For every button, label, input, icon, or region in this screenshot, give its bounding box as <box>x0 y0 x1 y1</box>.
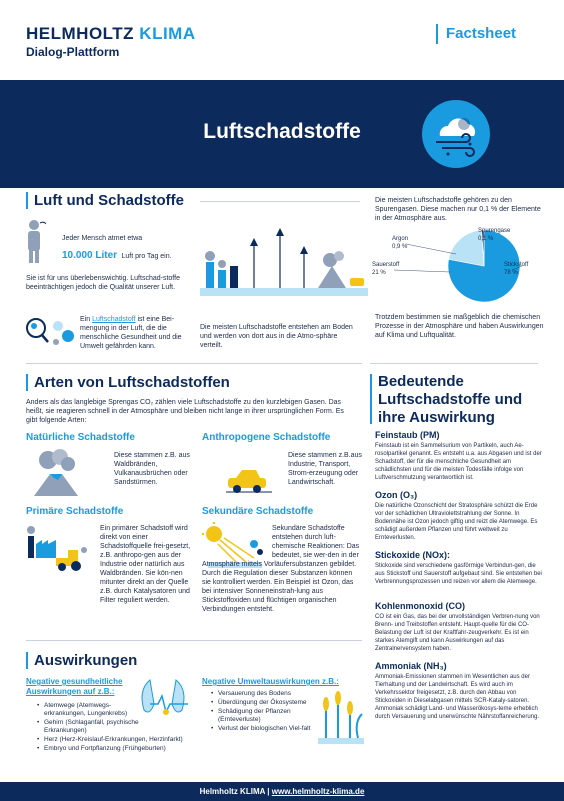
section-marker <box>26 652 28 669</box>
cloud-wind-icon <box>420 98 492 170</box>
term-ammoniak: Ammoniak (NH₃) <box>375 661 447 671</box>
natuerlich-text: Diese stammen z.B. aus Waldbränden, Vulkanausbrüchen oder Sandstürmen. <box>114 452 190 486</box>
section-heading-luft: Luft und Schadstoffe <box>34 192 184 209</box>
primaer-text: Ein primärer Schadstoff wird direkt von einer Schadstoffquelle frei-gesetzt, z.B. anthropo-gen aus der Industrie oder natürlich aus Waldbränden. Sie kön-nen mitunter direkt an der Quelle z.B. durch Katalysatoren und Filter reguliert werden. <box>100 525 191 604</box>
organs-icon <box>136 676 190 720</box>
pie-value-argon: 0,9 % <box>392 244 408 250</box>
sekundaer-text-tail: Atmosphäre mittels Vorläufersubstanzen gebildet. Durch die Regulation dieser Substanzen können sie kontrolliert werden. Ein Beispiel ist Ozon, das bei intensiver Sonneneinstrah-lung aus Stickstoffoxiden und flüchtigen organischen Verbindungen entsteht. <box>202 561 357 613</box>
magnifier-molecules-icon <box>24 316 76 350</box>
volcano-icon <box>28 448 84 496</box>
logo[interactable] <box>26 24 196 44</box>
section-heading-arten: Arten von Luftschadstoffen <box>34 374 230 391</box>
atmet-post: Luft pro Tag ein. <box>121 253 172 260</box>
factsheet-label: Factsheet <box>446 25 517 42</box>
text-feinstaub: Feinstaub ist ein Sammelsurium von Partikeln, auch Ae-rosolpartikel genannt. Es entsteht u.a. aus Abgasen und ist der Schadstoff, der für die menschliche Gesundheit am schädlichsten und für die meisten Todesfälle infolge von Luftverschmutzung verantwortlich ist. <box>375 443 542 481</box>
pie-value-spurengase: 0,1 % <box>478 236 494 242</box>
atmosphere-pie-chart <box>372 226 532 306</box>
schadstoff-post: ist eine Bei-mengung in der Luft, die die menschliche Gesundheit und die Umwelt gefährden kann. <box>80 316 182 350</box>
sekundaer-text: Sekundäre Schadstoffe entstehen durch luft-chemische Reaktionen: Das bedeutet, sie wer-den in der <box>272 525 360 559</box>
pie-label-sauerstoff: Sauerstoff <box>372 262 400 268</box>
section-heading-bedeutende: Bedeutende Luftschadstoffe und ihre Auswirkung <box>378 373 523 426</box>
term-ozon: Ozon (O₃) <box>375 490 418 500</box>
footer <box>0 782 564 801</box>
spurengase-text: Die meisten Luftschadstoffe gehören zu den Spurengasen. Diese machen nur 0,1 % der Elemente in der Atmosphäre aus. <box>375 197 541 222</box>
pie-value-sauerstoff: 21 % <box>372 270 386 276</box>
footer-link[interactable]: www.helmholtz-klima.de <box>271 787 365 796</box>
section-heading-auswirkungen: Auswirkungen <box>34 652 138 669</box>
term-feinstaub: Feinstaub (PM) <box>375 430 440 440</box>
logo-subtitle: Dialog-Plattform <box>26 45 120 59</box>
text-ozon: Die natürliche Ozonschicht der Stratosphäre schützt die Erde vor der schädlichen Ultraviolettstrahlung der Sonne. In Bodennähe ist Ozon jedoch giftig und reizt die Atemwege. Es schädigt außerdem Pflanzen und führt weltweit zu Ernteverlusten. <box>375 503 538 541</box>
car-icon <box>226 468 272 494</box>
umwelt-title: Negative Umweltauswirkungen z.B.: <box>202 677 339 686</box>
gesund-item: • Atemwege (Atemwegs-erkrankungen, Lungenkrebs) <box>44 702 134 718</box>
logo-main-text: HELMHOLTZ <box>26 24 135 43</box>
header <box>0 0 564 78</box>
boden-text: Die meisten Luftschadstoffe entstehen am Boden und werden von dort aus in die Atmo-sphäre verteilt. <box>200 324 353 349</box>
atmet-value: 10.000 Liter <box>62 250 118 261</box>
sekundaer-title: Sekundäre Schadstoffe <box>202 506 314 517</box>
gesund-title-1: Negative gesundheitliche <box>26 677 123 686</box>
text-ammoniak: Ammoniak-Emissionen stammen im Wesentlichen aus der Tierhaltung und der Landwirtschaft. Es wird auch im Verkehrssektor freigesetzt, z.B. durch den Abbau von Stickoxiden in Dieselabgasen mittels SCR-Kataly-satoren. Ammoniak schädigt Land- und Wasserökosys-teme erheblich durch Versauerung und unerwünschte Nährstoffanreicherung. <box>375 674 539 720</box>
footer-brand: Helmholtz KLIMA | <box>199 787 272 796</box>
divider <box>200 201 360 202</box>
divider <box>26 363 362 364</box>
gesund-title <box>26 677 122 697</box>
pie-label-spurengase: Spurengase <box>478 228 511 234</box>
section-marker <box>370 374 372 424</box>
umwelt-item: • Überdüngung der Ökosysteme <box>218 699 328 707</box>
schadstoff-term: Luftschadstoff <box>92 316 136 323</box>
primaer-title: Primäre Schadstoffe <box>26 506 124 517</box>
anthropogen-text: Diese stammen z.B.aus Industrie, Transport, Strom-erzeugung oder Landwirtschaft. <box>288 452 362 486</box>
trotzdem-text: Trotzdem bestimmen sie maßgeblich die chemischen Prozesse in der Atmosphäre und haben Auswirkungen auf Klima und Luftqualität. <box>375 314 544 339</box>
footer-text <box>0 787 564 796</box>
person-breathing-icon <box>24 218 46 264</box>
factsheet-divider <box>436 24 438 44</box>
sekundaer-text-a <box>272 524 362 560</box>
pie-label-argon: Argon <box>392 236 409 242</box>
divider <box>26 640 362 641</box>
atmet-pre: Jeder Mensch atmet etwa <box>62 235 143 242</box>
logo-accent-text: KLIMA <box>139 24 196 43</box>
sekundaer-text-b <box>202 560 362 623</box>
schadstoff-definition <box>80 315 198 351</box>
section-marker <box>26 192 28 209</box>
ueberlebens-text: Sie ist für uns überlebenswichtig. Luftschad-stoffe beeinträchtigen jedoch die Qualität unserer Luft. <box>26 275 180 291</box>
term-stickoxide: Stickoxide (NOx): <box>375 550 451 560</box>
emission-sources-illustration <box>200 222 368 302</box>
divider <box>370 363 538 364</box>
umwelt-item: • Schädigung der Pflanzen (Ernteverluste) <box>218 708 308 724</box>
atmet-line <box>62 245 212 263</box>
section-marker <box>26 374 28 391</box>
pie-leader-line <box>394 270 450 272</box>
schadstoff-pre: Ein <box>80 316 93 323</box>
page-title: Luftschadstoffe <box>203 120 361 143</box>
pie-label-stickstoff: Stickstoff <box>504 262 529 268</box>
umwelt-item: • Verlust der biologischen Viel-falt <box>218 725 314 733</box>
text-stickoxide: Stickoxide sind verschiedene gasförmige Verbindun-gen, die aus Stickstoff und Sauerstoff aufgebaut sind. Sie entstehen bei Verbrennungsprozessen und reizen vor allem die Atemwege. <box>375 563 542 585</box>
anthropogen-title: Anthropogene Schadstoffe <box>202 432 331 443</box>
umwelt-item: • Versauerung des Bodens <box>218 690 328 698</box>
gesund-item: • Herz (Herz-Kreislauf-Erkrankungen, Herzinfarkt) <box>44 736 194 744</box>
pie-leader-line <box>406 244 456 254</box>
pie-value-stickstoff: 78 % <box>504 270 518 276</box>
gesund-title-2: Auswirkungen auf z.B.: <box>26 687 115 696</box>
text-kohlenmonoxid: CO ist ein Gas, das bei der unvollständigen Verbren-nung von Brenn- und Treibstoffen entsteht. Haupt-quelle für die CO-Belastung der Luft ist der Kraftfahr-zeugverkehr. Es ist ein starkes Atemgift und kann Auswirkungen auf das Zentralnervensystem haben. <box>375 614 540 652</box>
gesund-item: • Gehirn (Schlaganfall, psychische Erkrankungen) <box>44 719 154 735</box>
gesund-item: • Embryo und Fortpflanzung (Frühgeburten) <box>44 745 194 753</box>
plants-icon <box>318 690 364 744</box>
title-banner <box>0 80 564 188</box>
factory-tractor-icon <box>26 522 92 572</box>
arten-intro: Anders als das langlebige Sprengas CO₂ zählen viele Luftschadstoffe zu den kurzlebigen Gasen. Das heißt, sie reagieren schnell in der Atmosphäre und bleiben nicht lange in ihrer ursprünglichen Form. Es gibt folgende Arten: <box>26 399 344 424</box>
natuerlich-title: Natürliche Schadstoffe <box>26 432 135 443</box>
term-kohlenmonoxid: Kohlenmonoxid (CO) <box>375 601 465 611</box>
